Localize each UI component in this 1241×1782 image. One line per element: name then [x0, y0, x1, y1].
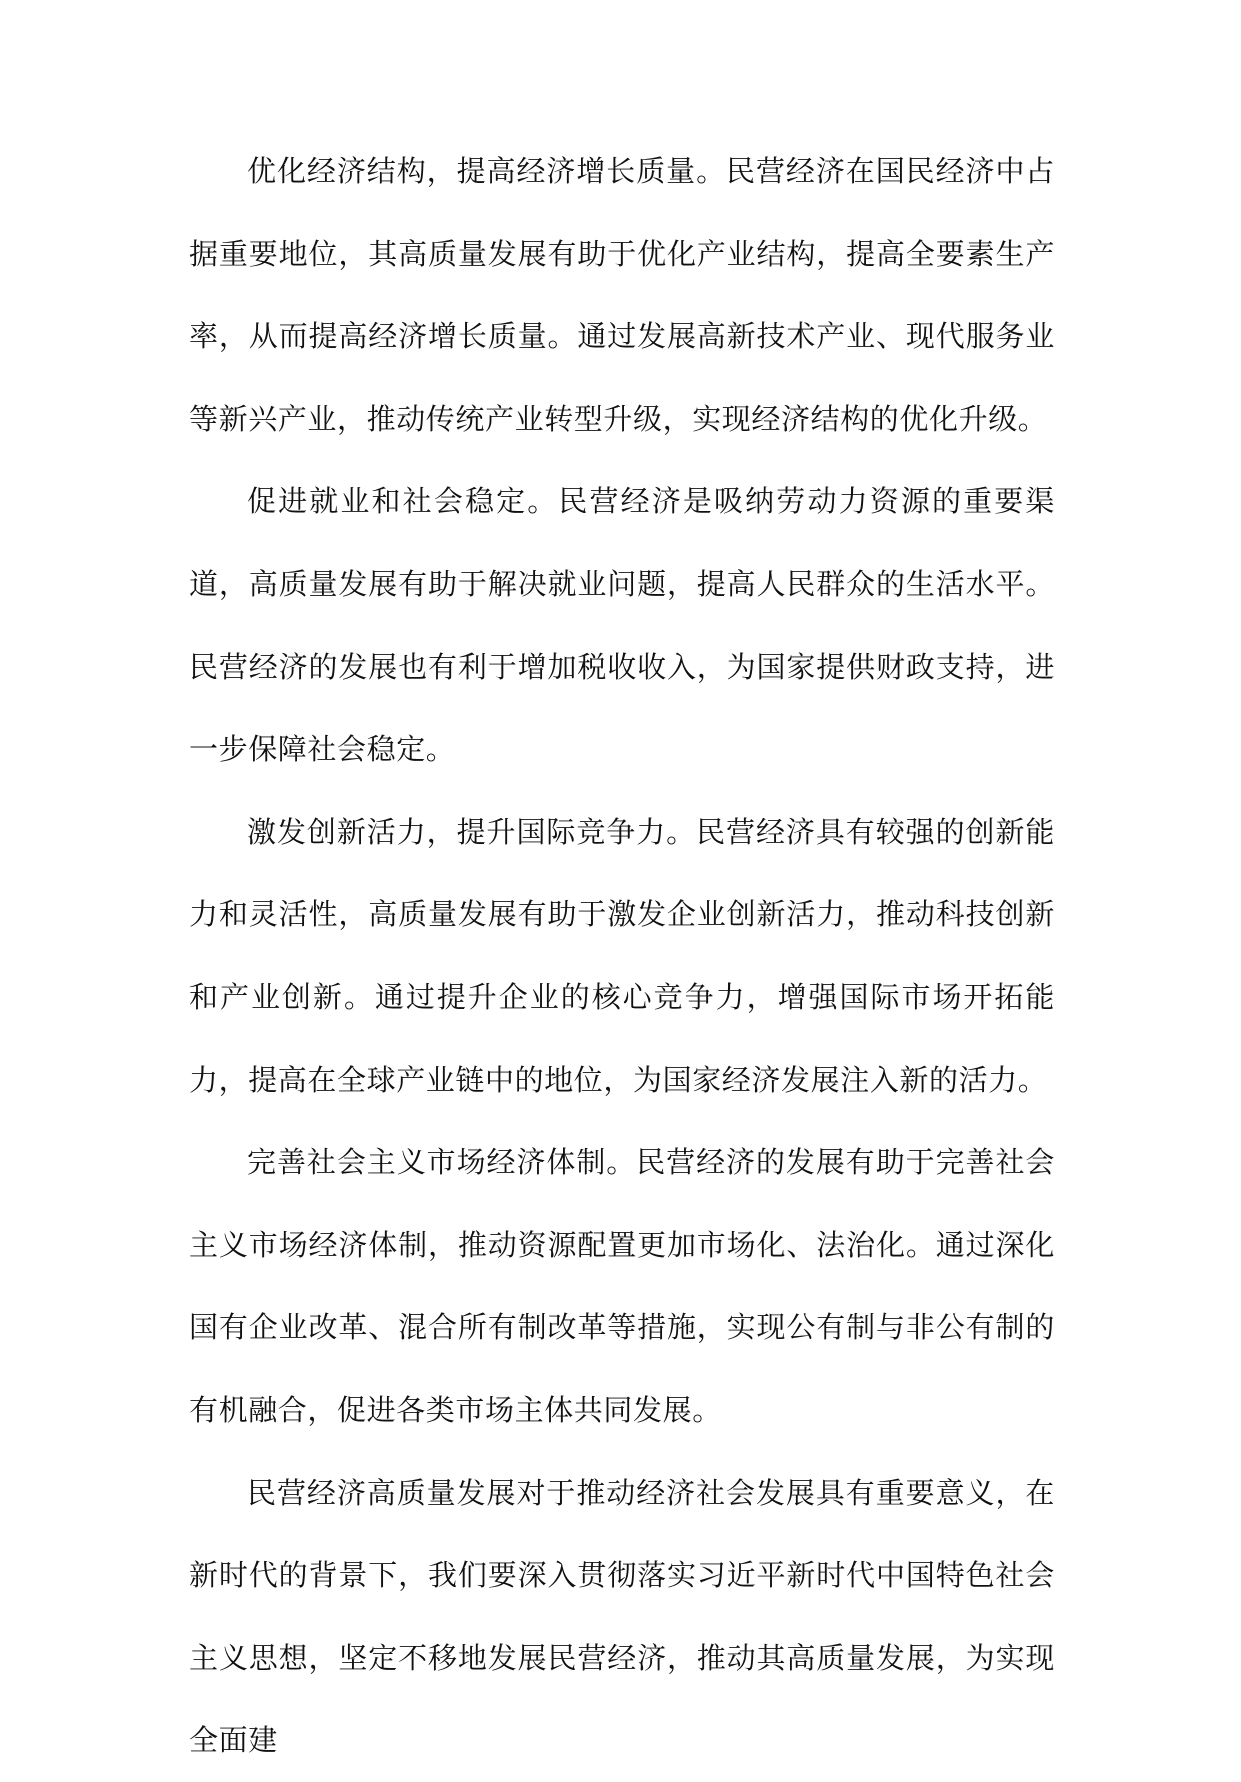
paragraph-conclusion: 民营经济高质量发展对于推动经济社会发展具有重要意义，在新时代的背景下，我们要深入贯彻落实习近平新时代中国特色社会主义思想，坚定不移地发展民营经济，推动其高质量发展，为实现全面建: [189, 1475, 1055, 1758]
paragraph-economic-structure: 优化经济结构，提高经济增长质量。民营经济在国民经济中占据重要地位，其高质量发展有助于优化产业结构，提高全要素生产率，从而提高经济增长质量。通过发展高新技术产业、现代服务业等新兴产业，推动传统产业转型升级，实现经济结构的优化升级。: [189, 154, 1055, 436]
paragraph-market-economy-system: 完善社会主义市场经济体制。民营经济的发展有助于完善社会主义市场经济体制，推动资源配置更加市场化、法治化。通过深化国有企业改革、混合所有制改革等措施，实现公有制与非公有制的有机融合，促进各类市场主体共同发展。: [189, 1145, 1055, 1427]
document-body: [189, 130, 1055, 1782]
paragraph-employment-stability: 促进就业和社会稳定。民营经济是吸纳劳动力资源的重要渠道，高质量发展有助于解决就业问题，提高人民群众的生活水平。民营经济的发展也有利于增加税收收入，为国家提供财政支持，进一步保障社会稳定。: [189, 484, 1055, 767]
paragraph-innovation-competitiveness: 激发创新活力，提升国际竞争力。民营经济具有较强的创新能力和灵活性，高质量发展有助于激发企业创新活力，推动科技创新和产业创新。通过提升企业的核心竞争力，增强国际市场开拓能力，提高在全球产业链中的地位，为国家经济发展注入新的活力。: [189, 814, 1055, 1097]
